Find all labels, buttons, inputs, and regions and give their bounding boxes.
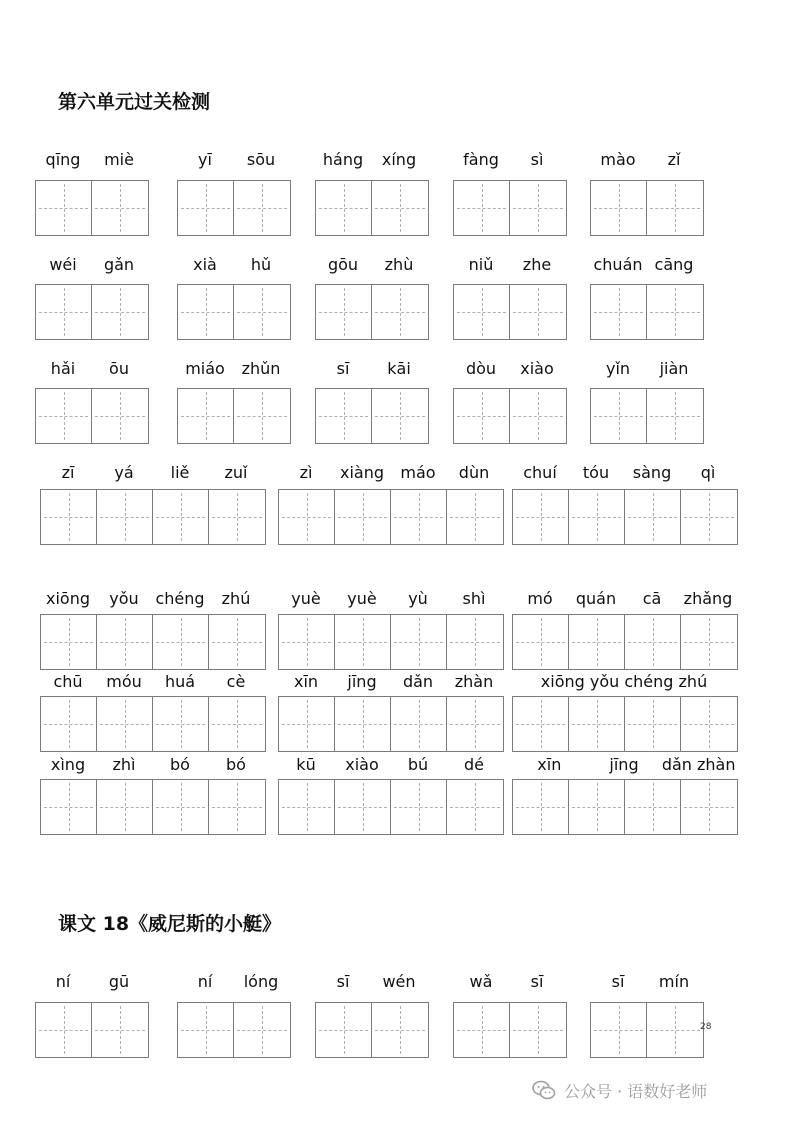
writing-grid bbox=[453, 284, 567, 340]
pinyin-label: qīng bbox=[45, 150, 81, 169]
pinyin-label: huá bbox=[164, 672, 196, 691]
writing-cell[interactable] bbox=[234, 1003, 290, 1057]
pinyin-label: ōu bbox=[109, 359, 129, 378]
writing-cell[interactable] bbox=[178, 389, 234, 443]
pinyin-label: xiàng bbox=[339, 463, 385, 482]
writing-grid bbox=[35, 180, 149, 236]
writing-cell[interactable] bbox=[372, 285, 428, 339]
writing-cell[interactable] bbox=[335, 490, 391, 544]
pinyin-label: liě bbox=[170, 463, 190, 482]
writing-cell[interactable] bbox=[316, 285, 372, 339]
writing-cell[interactable] bbox=[447, 490, 503, 544]
writing-cell[interactable] bbox=[279, 780, 335, 834]
pinyin-label: tóu bbox=[582, 463, 610, 482]
writing-cell[interactable] bbox=[335, 780, 391, 834]
pinyin-label: xià bbox=[193, 255, 217, 274]
writing-cell[interactable] bbox=[372, 181, 428, 235]
writing-grid bbox=[315, 1002, 429, 1058]
writing-cell[interactable] bbox=[335, 697, 391, 751]
writing-grid bbox=[278, 614, 504, 670]
pinyin-label: mó bbox=[527, 589, 553, 608]
writing-cell[interactable] bbox=[97, 615, 153, 669]
writing-grid bbox=[40, 696, 266, 752]
writing-grid bbox=[512, 614, 738, 670]
writing-cell[interactable] bbox=[510, 1003, 566, 1057]
pinyin-label: zǐ bbox=[667, 150, 681, 169]
pinyin-label: hǎi bbox=[50, 359, 76, 378]
writing-cell[interactable] bbox=[681, 697, 737, 751]
writing-cell[interactable] bbox=[41, 697, 97, 751]
writing-cell[interactable] bbox=[92, 181, 148, 235]
writing-cell[interactable] bbox=[391, 697, 447, 751]
pinyin-label: jīng bbox=[347, 672, 377, 691]
writing-cell[interactable] bbox=[372, 1003, 428, 1057]
writing-cell[interactable] bbox=[454, 389, 510, 443]
writing-cell[interactable] bbox=[234, 285, 290, 339]
writing-cell[interactable] bbox=[454, 285, 510, 339]
watermark-text: 公众号 · 语数好老师 bbox=[564, 1081, 708, 1101]
writing-cell[interactable] bbox=[178, 285, 234, 339]
writing-cell[interactable] bbox=[209, 697, 265, 751]
writing-grid bbox=[315, 284, 429, 340]
pinyin-label: ní bbox=[197, 972, 213, 991]
pinyin-label: wén bbox=[382, 972, 416, 991]
pinyin-label: yá bbox=[114, 463, 134, 482]
pinyin-label: qì bbox=[700, 463, 716, 482]
writing-cell[interactable] bbox=[569, 615, 625, 669]
writing-grid bbox=[590, 1002, 704, 1058]
writing-cell[interactable] bbox=[647, 389, 703, 443]
writing-cell[interactable] bbox=[335, 615, 391, 669]
pinyin-label: zhì bbox=[112, 755, 136, 774]
writing-cell[interactable] bbox=[153, 490, 209, 544]
writing-cell[interactable] bbox=[625, 490, 681, 544]
pinyin-label: wǎ bbox=[469, 972, 493, 991]
pinyin-label: mào bbox=[600, 150, 636, 169]
pinyin-label: yǐn bbox=[605, 359, 631, 378]
pinyin-label: miáo bbox=[185, 359, 225, 378]
writing-cell[interactable] bbox=[97, 697, 153, 751]
pinyin-label: sōu bbox=[246, 150, 276, 169]
writing-cell[interactable] bbox=[36, 181, 92, 235]
writing-cell[interactable] bbox=[41, 490, 97, 544]
writing-cell[interactable] bbox=[92, 285, 148, 339]
writing-cell[interactable] bbox=[510, 389, 566, 443]
writing-cell[interactable] bbox=[513, 780, 569, 834]
pinyin-label: zhe bbox=[522, 255, 552, 274]
pinyin-label: xíng bbox=[381, 150, 417, 169]
writing-grid bbox=[453, 388, 567, 444]
pinyin-label: gū bbox=[108, 972, 130, 991]
writing-cell[interactable] bbox=[92, 389, 148, 443]
writing-cell[interactable] bbox=[569, 697, 625, 751]
writing-grid bbox=[590, 284, 704, 340]
pinyin-label: chū bbox=[53, 672, 83, 691]
pinyin-label: chuí bbox=[523, 463, 557, 482]
writing-grid bbox=[590, 388, 704, 444]
writing-cell[interactable] bbox=[681, 490, 737, 544]
writing-grid bbox=[512, 489, 738, 545]
writing-cell[interactable] bbox=[234, 181, 290, 235]
pinyin-label: zhǔn bbox=[241, 359, 281, 378]
pinyin-label: miè bbox=[104, 150, 134, 169]
pinyin-label: zhǎng bbox=[683, 589, 733, 608]
writing-cell[interactable] bbox=[178, 1003, 234, 1057]
writing-cell[interactable] bbox=[97, 780, 153, 834]
writing-cell[interactable] bbox=[178, 181, 234, 235]
writing-cell[interactable] bbox=[36, 285, 92, 339]
pinyin-label: shì bbox=[462, 589, 486, 608]
pinyin-label: xiào bbox=[520, 359, 554, 378]
writing-grid bbox=[315, 388, 429, 444]
section-title-unit6: 第六单元过关检测 bbox=[58, 91, 211, 113]
writing-cell[interactable] bbox=[391, 490, 447, 544]
pinyin-label: yù bbox=[408, 589, 428, 608]
writing-cell[interactable] bbox=[591, 181, 647, 235]
page-number: 28 bbox=[700, 1022, 712, 1032]
pinyin-label: cā bbox=[642, 589, 662, 608]
writing-grid bbox=[177, 284, 291, 340]
watermark bbox=[532, 1078, 707, 1102]
pinyin-label: zhù bbox=[384, 255, 414, 274]
wechat-icon bbox=[532, 1079, 556, 1101]
pinyin-label: zhú bbox=[221, 589, 251, 608]
pinyin-label: máo bbox=[400, 463, 436, 482]
pinyin-label: jīng bbox=[609, 755, 639, 774]
pinyin-label: gōu bbox=[327, 255, 359, 274]
writing-grid bbox=[35, 388, 149, 444]
writing-cell[interactable] bbox=[447, 780, 503, 834]
writing-grid bbox=[512, 779, 738, 835]
writing-cell[interactable] bbox=[279, 490, 335, 544]
pinyin-label: xiōng bbox=[46, 589, 90, 608]
pinyin-label: sī bbox=[336, 972, 350, 991]
pinyin-label: gǎn bbox=[103, 255, 135, 274]
writing-grid bbox=[177, 180, 291, 236]
writing-cell[interactable] bbox=[209, 780, 265, 834]
writing-cell[interactable] bbox=[391, 780, 447, 834]
pinyin-label: dòu bbox=[465, 359, 497, 378]
writing-cell[interactable] bbox=[513, 615, 569, 669]
writing-cell[interactable] bbox=[153, 697, 209, 751]
pinyin-label: quán bbox=[575, 589, 617, 608]
pinyin-label: ní bbox=[55, 972, 71, 991]
writing-cell[interactable] bbox=[454, 1003, 510, 1057]
pinyin-label: xiōng yǒu chéng zhú bbox=[540, 672, 708, 691]
writing-cell[interactable] bbox=[681, 615, 737, 669]
pinyin-label: wéi bbox=[49, 255, 77, 274]
pinyin-label: chuán bbox=[593, 255, 643, 274]
pinyin-label: yǒu bbox=[109, 589, 139, 608]
writing-cell[interactable] bbox=[153, 780, 209, 834]
pinyin-label: sàng bbox=[632, 463, 672, 482]
pinyin-label: fàng bbox=[463, 150, 499, 169]
pinyin-label: sì bbox=[530, 150, 544, 169]
pinyin-label: chéng bbox=[155, 589, 205, 608]
writing-cell[interactable] bbox=[447, 615, 503, 669]
writing-grid bbox=[512, 696, 738, 752]
writing-cell[interactable] bbox=[97, 490, 153, 544]
pinyin-label: yuè bbox=[347, 589, 377, 608]
writing-cell[interactable] bbox=[209, 615, 265, 669]
writing-cell[interactable] bbox=[279, 697, 335, 751]
writing-grid bbox=[35, 1002, 149, 1058]
pinyin-label: jiàn bbox=[659, 359, 689, 378]
pinyin-label: xīn bbox=[537, 755, 562, 774]
writing-grid bbox=[590, 180, 704, 236]
writing-cell[interactable] bbox=[41, 780, 97, 834]
writing-grid bbox=[177, 1002, 291, 1058]
writing-grid bbox=[40, 779, 266, 835]
section-title-lesson18: 课文 18《威尼斯的小艇》 bbox=[58, 913, 282, 935]
writing-grid bbox=[40, 489, 266, 545]
writing-cell[interactable] bbox=[513, 490, 569, 544]
writing-cell[interactable] bbox=[454, 181, 510, 235]
writing-grid bbox=[315, 180, 429, 236]
writing-cell[interactable] bbox=[591, 389, 647, 443]
writing-cell[interactable] bbox=[92, 1003, 148, 1057]
pinyin-label: xìng bbox=[50, 755, 86, 774]
pinyin-label: yuè bbox=[291, 589, 321, 608]
writing-cell[interactable] bbox=[391, 615, 447, 669]
writing-cell[interactable] bbox=[681, 780, 737, 834]
writing-cell[interactable] bbox=[647, 285, 703, 339]
pinyin-label: dǎn zhàn bbox=[661, 755, 736, 774]
writing-cell[interactable] bbox=[569, 780, 625, 834]
writing-cell[interactable] bbox=[647, 1003, 703, 1057]
pinyin-label: bú bbox=[407, 755, 429, 774]
writing-cell[interactable] bbox=[209, 490, 265, 544]
writing-cell[interactable] bbox=[625, 697, 681, 751]
writing-grid bbox=[453, 1002, 567, 1058]
pinyin-label: háng bbox=[322, 150, 364, 169]
writing-cell[interactable] bbox=[625, 615, 681, 669]
pinyin-label: sī bbox=[530, 972, 544, 991]
writing-cell[interactable] bbox=[513, 697, 569, 751]
writing-grid bbox=[278, 696, 504, 752]
pinyin-label: zì bbox=[299, 463, 313, 482]
writing-cell[interactable] bbox=[234, 389, 290, 443]
pinyin-label: zuǐ bbox=[224, 463, 248, 482]
pinyin-label: cè bbox=[226, 672, 246, 691]
writing-grid bbox=[35, 284, 149, 340]
writing-cell[interactable] bbox=[279, 615, 335, 669]
pinyin-label: zhàn bbox=[454, 672, 494, 691]
pinyin-label: zī bbox=[61, 463, 75, 482]
writing-cell[interactable] bbox=[591, 1003, 647, 1057]
writing-cell[interactable] bbox=[153, 615, 209, 669]
pinyin-label: dé bbox=[464, 755, 484, 774]
writing-cell[interactable] bbox=[647, 181, 703, 235]
pinyin-label: dùn bbox=[458, 463, 490, 482]
pinyin-label: móu bbox=[106, 672, 142, 691]
pinyin-label: bó bbox=[226, 755, 246, 774]
writing-cell[interactable] bbox=[372, 389, 428, 443]
pinyin-label: niǔ bbox=[468, 255, 494, 274]
writing-grid bbox=[278, 489, 504, 545]
pinyin-label: kāi bbox=[387, 359, 411, 378]
pinyin-label: xiào bbox=[345, 755, 379, 774]
pinyin-label: sī bbox=[611, 972, 625, 991]
writing-grid bbox=[40, 614, 266, 670]
writing-cell[interactable] bbox=[36, 1003, 92, 1057]
writing-grid bbox=[453, 180, 567, 236]
writing-cell[interactable] bbox=[447, 697, 503, 751]
writing-cell[interactable] bbox=[625, 780, 681, 834]
pinyin-label: hǔ bbox=[250, 255, 272, 274]
pinyin-label: lóng bbox=[243, 972, 279, 991]
writing-cell[interactable] bbox=[316, 181, 372, 235]
writing-cell[interactable] bbox=[316, 1003, 372, 1057]
pinyin-label: xīn bbox=[293, 672, 319, 691]
writing-cell[interactable] bbox=[510, 181, 566, 235]
pinyin-label: kū bbox=[296, 755, 316, 774]
pinyin-label: sī bbox=[336, 359, 350, 378]
pinyin-label: bó bbox=[170, 755, 190, 774]
pinyin-label: dǎn bbox=[402, 672, 434, 691]
writing-cell[interactable] bbox=[41, 615, 97, 669]
writing-cell[interactable] bbox=[510, 285, 566, 339]
writing-cell[interactable] bbox=[591, 285, 647, 339]
writing-cell[interactable] bbox=[36, 389, 92, 443]
writing-cell[interactable] bbox=[316, 389, 372, 443]
writing-grid bbox=[278, 779, 504, 835]
pinyin-label: cāng bbox=[654, 255, 694, 274]
pinyin-label: yī bbox=[198, 150, 212, 169]
writing-grid bbox=[177, 388, 291, 444]
writing-cell[interactable] bbox=[569, 490, 625, 544]
pinyin-label: mín bbox=[658, 972, 690, 991]
